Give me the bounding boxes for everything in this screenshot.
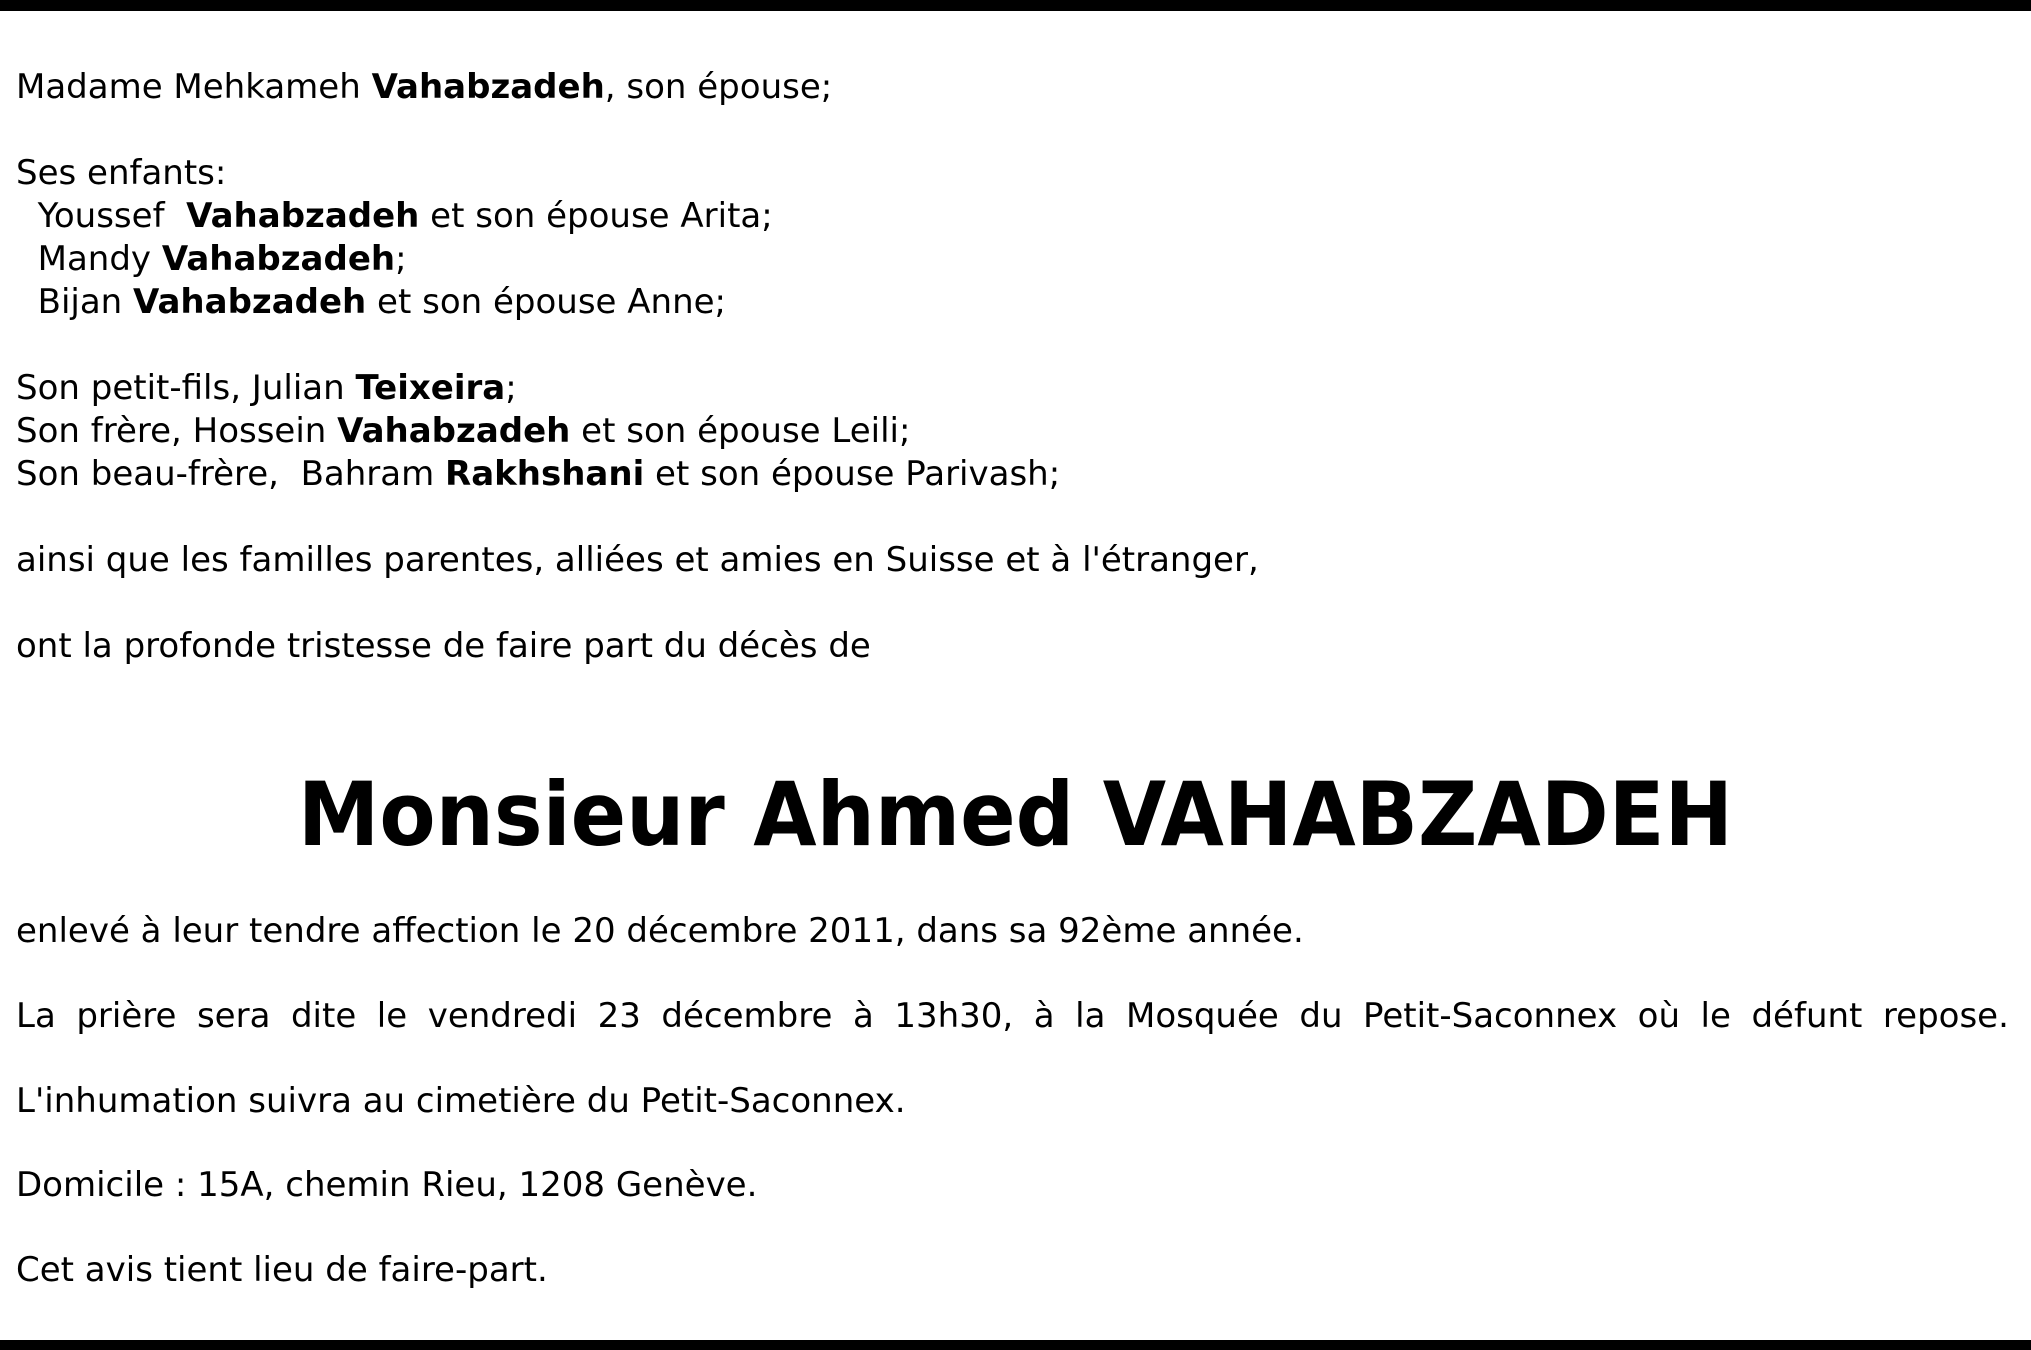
notice-line-children-heading: Ses enfants: (16, 153, 227, 193)
prayer-word: le (376, 996, 408, 1036)
prayer-word: sera (196, 996, 271, 1036)
top-rule (0, 0, 2031, 11)
prayer-word: défunt (1751, 996, 1863, 1036)
notice-line-brother: Son frère, Hossein Vahabzadeh et son épouse Leili; (16, 411, 911, 451)
prayer-word: 13h30, (894, 996, 1014, 1036)
prayer-word: à (1033, 996, 1055, 1036)
prayer-word: 23 (597, 996, 641, 1036)
notice-line-families: ainsi que les familles parentes, alliées et amies en Suisse et à l'étranger, (16, 540, 1259, 580)
notice-line-announcement: ont la profonde tristesse de faire part du décès de (16, 626, 871, 666)
prayer-word: la (1075, 996, 1106, 1036)
prayer-word: prière (76, 996, 177, 1036)
prayer-word: où (1637, 996, 1680, 1036)
notice-line-prayer (16, 995, 2009, 1037)
prayer-word: Mosquée (1125, 996, 1279, 1036)
prayer-word: vendredi (427, 996, 578, 1036)
prayer-word: La (16, 996, 56, 1036)
prayer-word: dite (290, 996, 357, 1036)
prayer-word: à (852, 996, 874, 1036)
notice-line-child-bijan: Bijan Vahabzadeh et son épouse Anne; (16, 282, 727, 322)
notice-line-child-youssef: Youssef Vahabzadeh et son épouse Arita; (16, 196, 773, 236)
prayer-word: décembre (661, 996, 833, 1036)
prayer-word: Petit-Saconnex (1363, 996, 1618, 1036)
notice-line-grandson: Son petit-fils, Julian Teixeira; (16, 368, 517, 408)
bottom-rule (0, 1340, 2031, 1350)
prayer-word: du (1299, 996, 1343, 1036)
notice-line-burial: L'inhumation suivra au cimetière du Petit-Saconnex. (16, 1081, 906, 1121)
notice-line-address: Domicile : 15A, chemin Rieu, 1208 Genève. (16, 1165, 758, 1205)
prayer-word: le (1700, 996, 1731, 1036)
notice-line-child-mandy: Mandy Vahabzadeh; (16, 239, 407, 279)
notice-line-date-of-death: enlevé à leur tendre affection le 20 décembre 2011, dans sa 92ème année. (16, 911, 1304, 951)
prayer-word: repose. (1882, 996, 2009, 1036)
notice-line-spouse: Madame Mehkameh Vahabzadeh, son épouse; (16, 67, 833, 107)
notice-line-closing: Cet avis tient lieu de faire-part. (16, 1250, 548, 1290)
notice-line-brother-in-law: Son beau-frère, Bahram Rakhshani et son épouse Parivash; (16, 454, 1061, 494)
deceased-name-heading: Monsieur Ahmed VAHABZADEH (297, 763, 1734, 866)
